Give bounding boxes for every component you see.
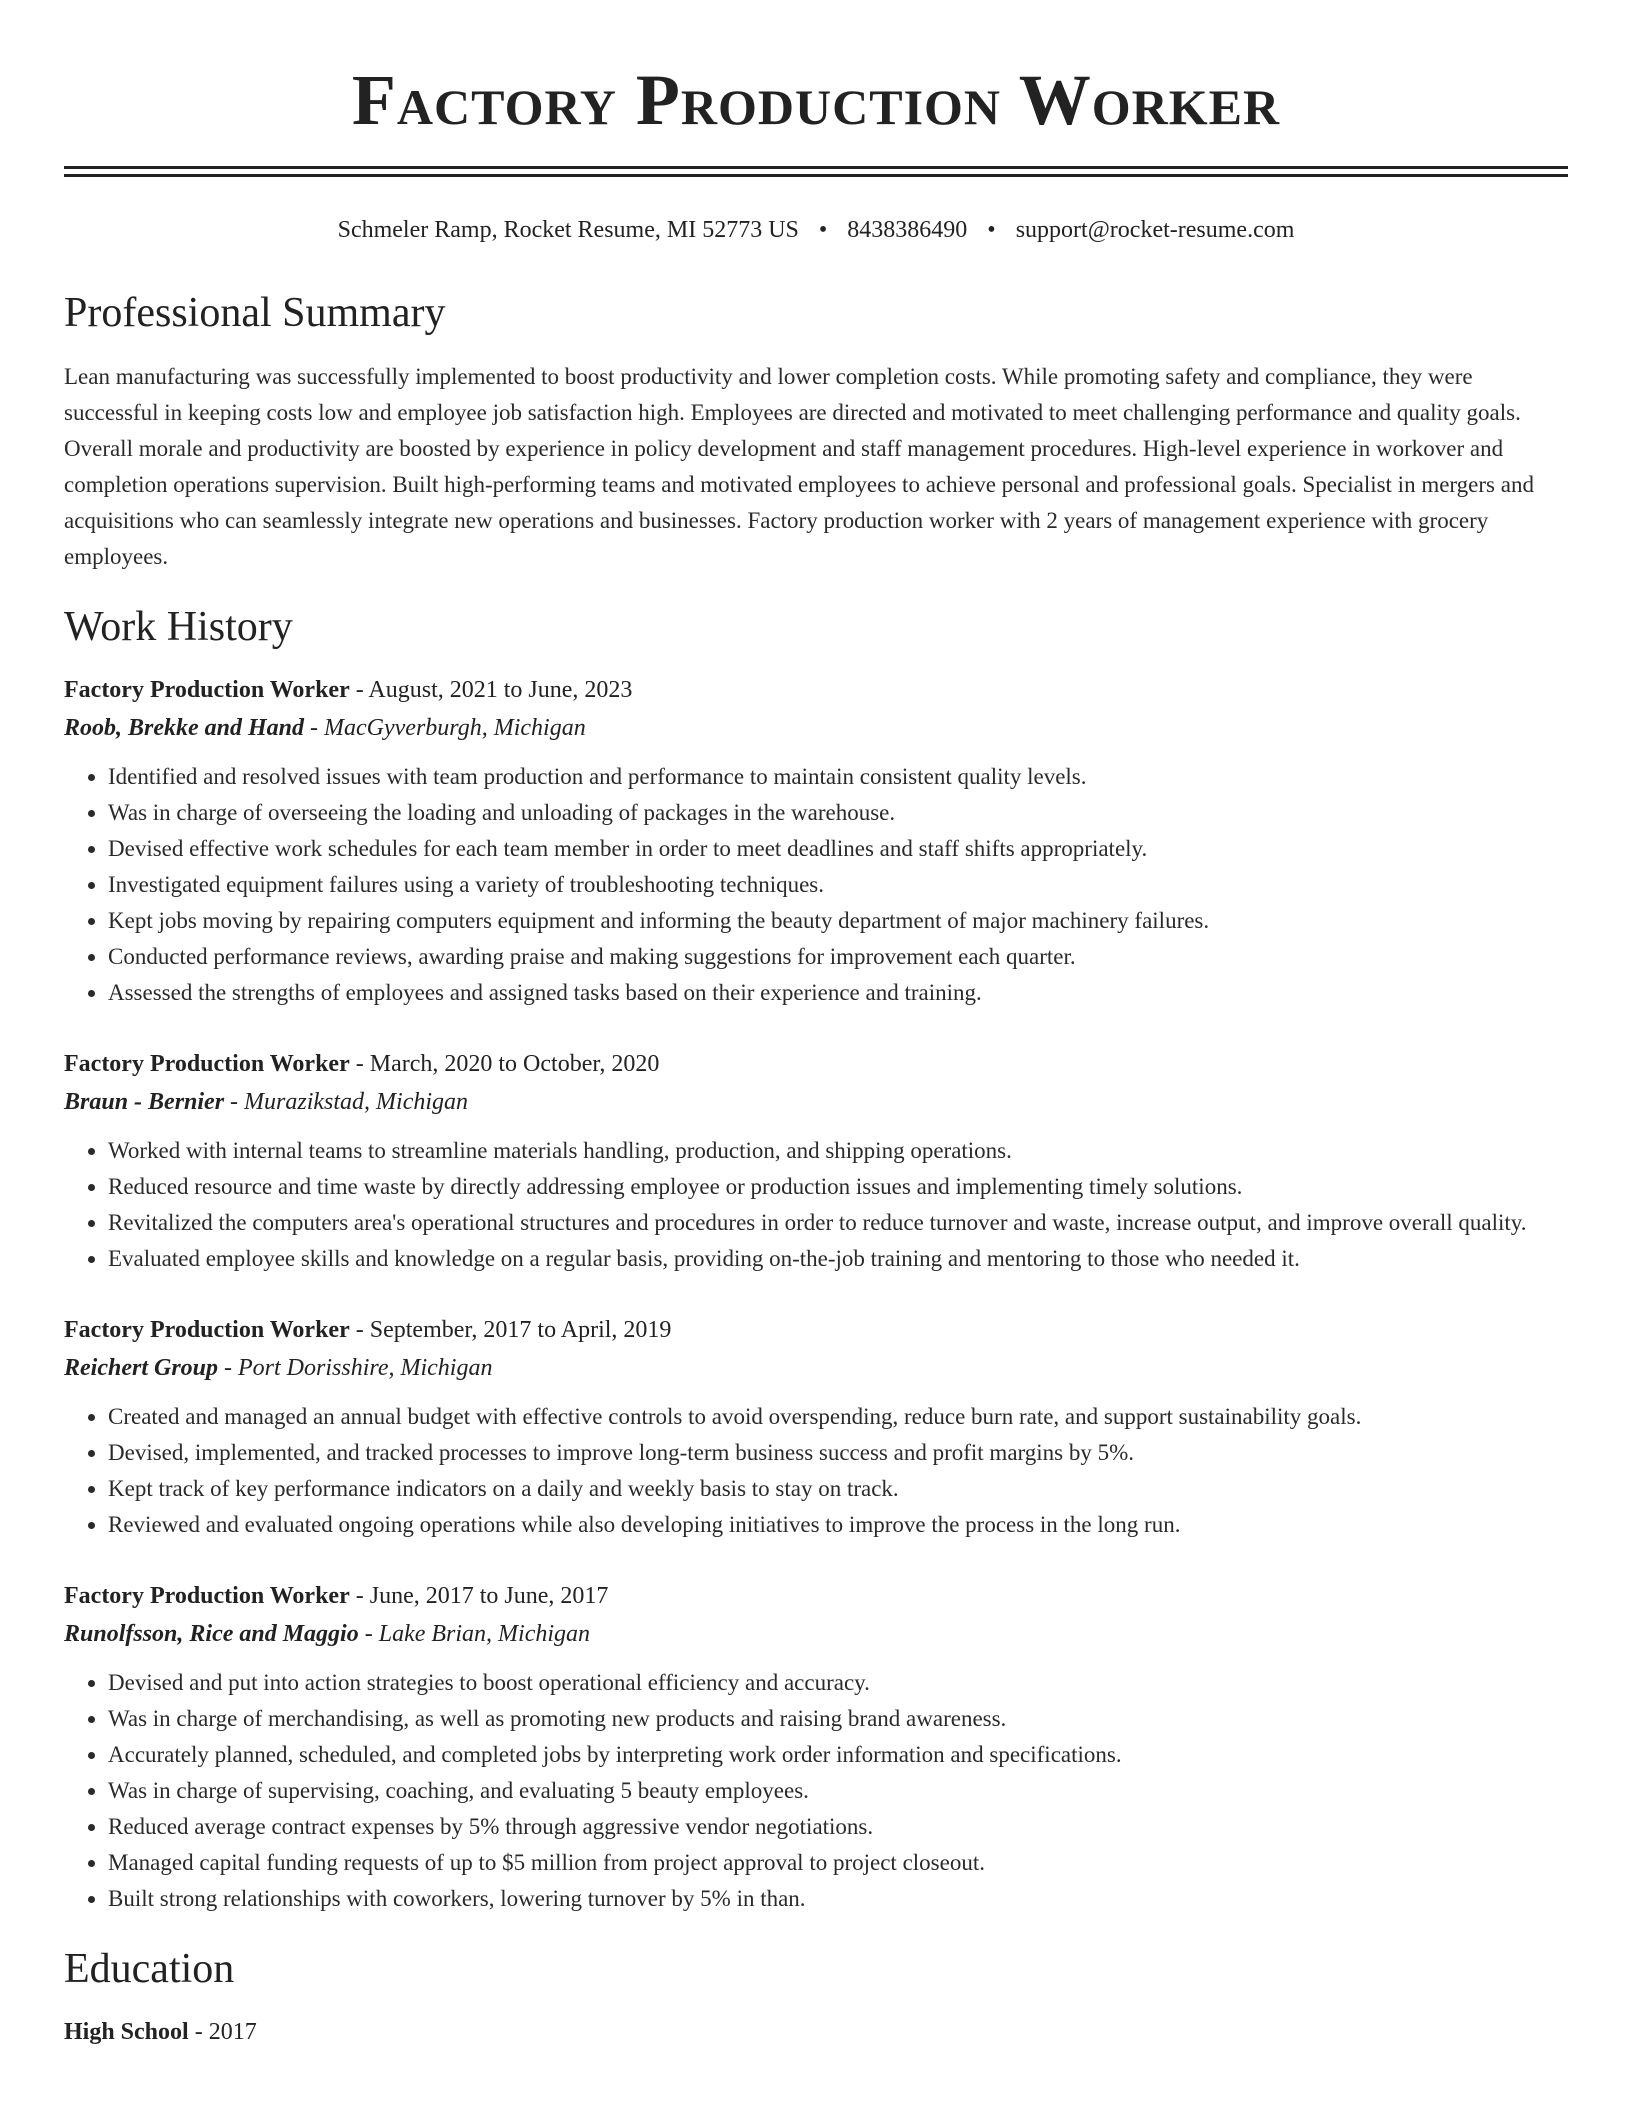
education-degree: High School <box>64 2019 189 2045</box>
summary-heading: Professional Summary <box>64 290 446 336</box>
education-heading: Education <box>64 1946 235 1992</box>
summary-text: Lean manufacturing was successfully implemented to boost productivity and lower completion costs. While promoting safety and compliance, they were successful in keeping costs low and employee job satisfaction high. Employees are directed and motivated to meet challenging performance and quality goals. Overall morale and productivity are boosted by experience in policy development and staff management procedures. High-level experience in workover and completion operations supervision. Built high-performing teams and motivated employees to achieve personal and professional goals. Specialist in mergers and acquisitions who can seamlessly integrate new operations and businesses. Factory production worker with 2 years of management experience with grocery employees. <box>64 364 1534 569</box>
job-company-line <box>64 1349 1568 1387</box>
list-item: • Devised effective work schedules for each team member in order to meet deadlines and staff shifts appropriately. <box>108 831 1568 867</box>
list-item: • Created and managed an annual budget with effective controls to avoid overspending, reduce burn rate, and support sustainability goals. <box>108 1399 1568 1435</box>
contact-phone: 8438386490 <box>847 217 968 243</box>
job-location: - Lake Brian, Michigan <box>358 1621 591 1647</box>
job-dates: - September, 2017 to April, 2019 <box>349 1317 672 1343</box>
work-history-heading: Work History <box>64 604 293 650</box>
job-company: Reichert Group <box>64 1355 219 1381</box>
job-entry <box>64 1045 1568 1277</box>
job-company: Braun - Bernier <box>64 1089 225 1115</box>
list-item: • Reduced average contract expenses by 5% through aggressive vendor negotiations. <box>108 1809 1568 1845</box>
job-role: Factory Production Worker <box>64 677 350 703</box>
job-bullets <box>64 1665 1568 1917</box>
list-item: • Reduced resource and time waste by directly addressing employee or production issues and implementing timely solutions. <box>108 1169 1568 1205</box>
job-bullets <box>64 1399 1568 1543</box>
contact-line <box>64 215 1568 245</box>
list-item: • Assessed the strengths of employees and assigned tasks based on their experience and training. <box>108 975 1568 1011</box>
job-entry <box>64 671 1568 1011</box>
job-dates: - March, 2020 to October, 2020 <box>349 1051 660 1077</box>
list-item: • Reviewed and evaluated ongoing operations while also developing initiatives to improve the process in the long run. <box>108 1507 1568 1543</box>
resume-page <box>64 0 1568 2051</box>
resume-name: Factory Production Worker <box>351 60 1281 140</box>
contact-separator: • <box>987 217 996 243</box>
job-title-line <box>64 1045 1568 1083</box>
list-item: • Kept track of key performance indicators on a daily and weekly basis to stay on track. <box>108 1471 1568 1507</box>
list-item: • Devised and put into action strategies to boost operational efficiency and accuracy. <box>108 1665 1568 1701</box>
list-item: • Devised, implemented, and tracked processes to improve long-term business success and profit margins by 5%. <box>108 1435 1568 1471</box>
contact-separator: • <box>818 217 828 243</box>
list-item: • Identified and resolved issues with team production and performance to maintain consistent quality levels. <box>108 759 1568 795</box>
job-entry <box>64 1577 1568 1917</box>
job-dates: - June, 2017 to June, 2017 <box>349 1583 609 1609</box>
job-company-line <box>64 709 1568 747</box>
list-item: • Was in charge of overseeing the loading and unloading of packages in the warehouse. <box>108 795 1568 831</box>
education-entry <box>64 2013 1568 2051</box>
job-title-line <box>64 1577 1568 1615</box>
contact-email: support@rocket-resume.com <box>1015 217 1295 243</box>
list-item: • Evaluated employee skills and knowledge on a regular basis, providing on-the-job training and mentoring to those who needed it. <box>108 1241 1568 1277</box>
list-item: • Built strong relationships with coworkers, lowering turnover by 5% in than. <box>108 1881 1568 1917</box>
job-bullets <box>64 1133 1568 1277</box>
list-item: • Conducted performance reviews, awarding praise and making suggestions for improvement each quarter. <box>108 939 1568 975</box>
job-entry <box>64 1311 1568 1543</box>
job-dates: - August, 2021 to June, 2023 <box>349 677 633 703</box>
header-divider-bottom <box>64 174 1568 177</box>
list-item: • Kept jobs moving by repairing computers equipment and informing the beauty department of major machinery failures. <box>108 903 1568 939</box>
list-item: • Accurately planned, scheduled, and completed jobs by interpreting work order information and specifications. <box>108 1737 1568 1773</box>
job-bullets <box>64 759 1568 1011</box>
contact-address: Schmeler Ramp, Rocket Resume, MI 52773 US <box>337 217 799 243</box>
job-title-line <box>64 1311 1568 1349</box>
job-role: Factory Production Worker <box>64 1317 350 1343</box>
job-location: - MacGyverburgh, Michigan <box>304 715 586 741</box>
job-company: Roob, Brekke and Hand <box>64 715 305 741</box>
education-year: - 2017 <box>188 2019 257 2045</box>
job-location: - Port Dorisshire, Michigan <box>218 1355 493 1381</box>
job-role: Factory Production Worker <box>64 1583 350 1609</box>
list-item: • Managed capital funding requests of up to $5 million from project approval to project closeout. <box>108 1845 1568 1881</box>
job-title-line <box>64 671 1568 709</box>
list-item: • Revitalized the computers area's operational structures and procedures in order to reduce turnover and waste, increase output, and improve overall quality. <box>108 1205 1568 1241</box>
list-item: • Was in charge of supervising, coaching, and evaluating 5 beauty employees. <box>108 1773 1568 1809</box>
list-item: • Worked with internal teams to streamline materials handling, production, and shipping operations. <box>108 1133 1568 1169</box>
list-item: • Investigated equipment failures using a variety of troubleshooting techniques. <box>108 867 1568 903</box>
job-role: Factory Production Worker <box>64 1051 350 1077</box>
job-location: - Murazikstad, Michigan <box>224 1089 469 1115</box>
header-divider-top <box>64 166 1568 169</box>
job-company-line <box>64 1083 1568 1121</box>
job-company-line <box>64 1615 1568 1653</box>
list-item: • Was in charge of merchandising, as well as promoting new products and raising brand awareness. <box>108 1701 1568 1737</box>
job-company: Runolfsson, Rice and Maggio <box>64 1621 359 1647</box>
